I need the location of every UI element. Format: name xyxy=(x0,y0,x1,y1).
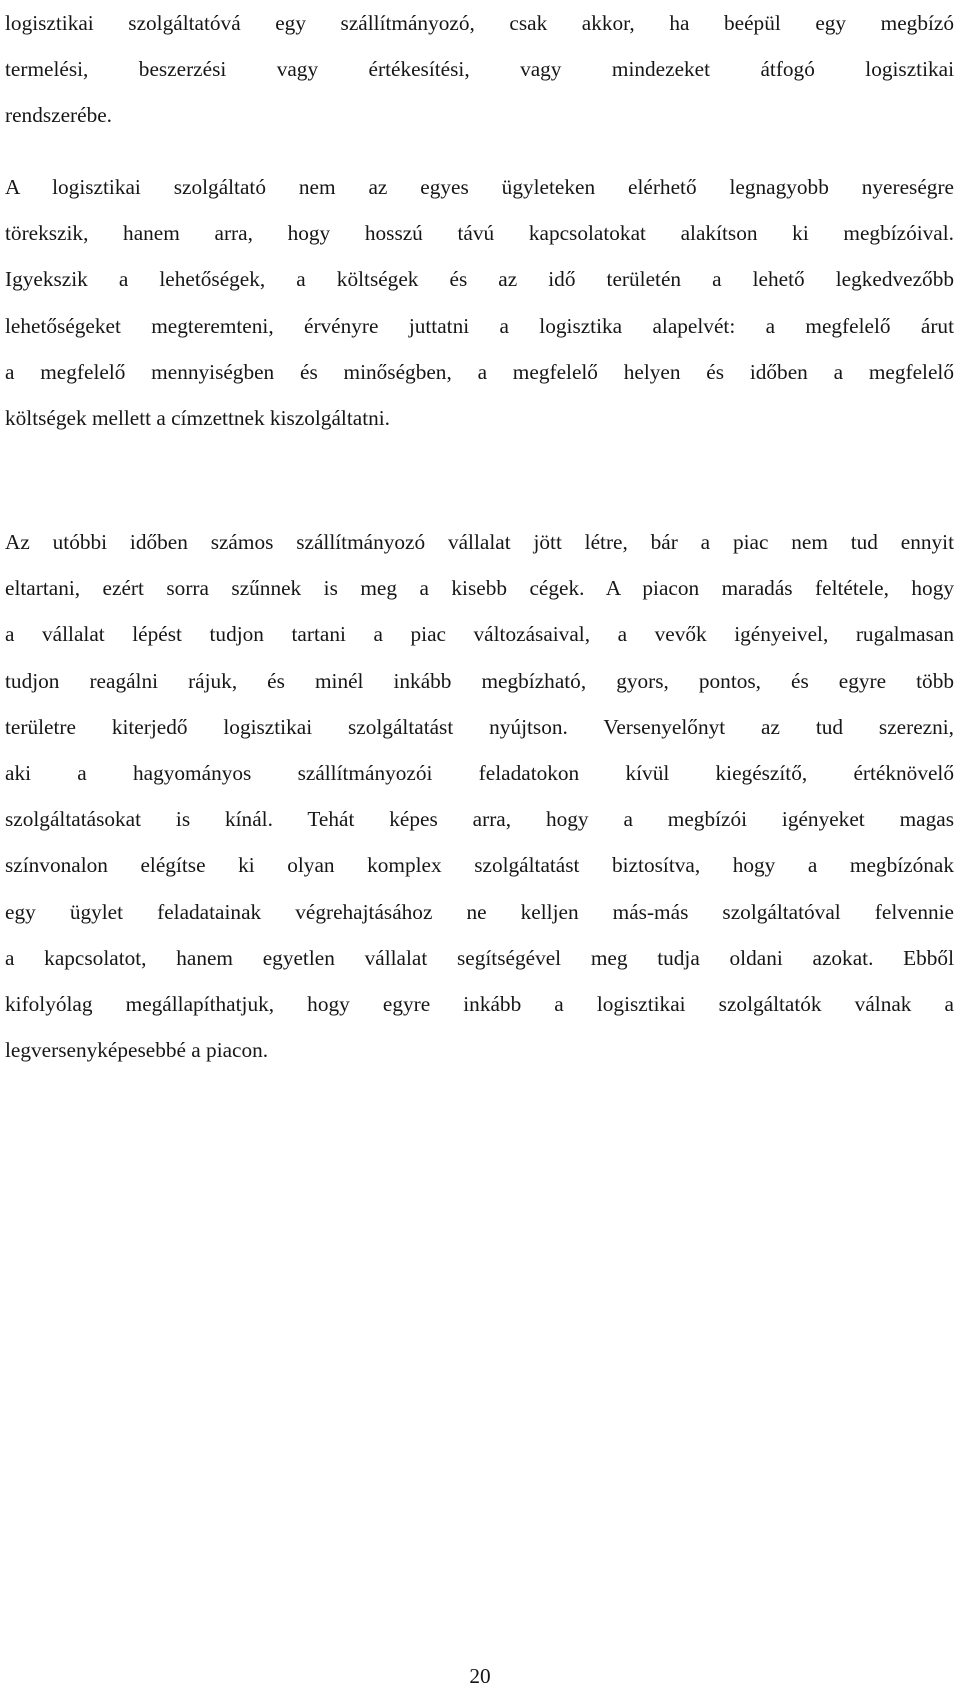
text-line: aki a hagyományos szállítmányozói feladatokon kívül kiegészítő, értéknövelő xyxy=(5,760,954,785)
paragraph-1 xyxy=(5,0,954,139)
paragraph-3 xyxy=(5,519,954,1073)
text-line: költségek mellett a címzettnek kiszolgáltatni. xyxy=(5,405,390,430)
text-line: törekszik, hanem arra, hogy hosszú távú kapcsolatokat alakítson ki megbízóival. xyxy=(5,221,954,246)
paragraph-2 xyxy=(5,164,954,441)
text-line: tudjon reagálni rájuk, és minél inkább megbízható, gyors, pontos, és egyre több xyxy=(5,668,954,693)
text-line: logisztikai szolgáltatóvá egy szállítmányozó, csak akkor, ha beépül egy megbízó xyxy=(5,11,954,35)
text-line: a kapcsolatot, hanem egyetlen vállalat segítségével meg tudja oldani azokat. Ebből xyxy=(5,945,954,970)
text-line: a vállalat lépést tudjon tartani a piac változásaival, a vevők igényeivel, rugalmasan xyxy=(5,622,954,647)
text-line: színvonalon elégítse ki olyan komplex szolgáltatást biztosítva, hogy a megbízónak xyxy=(5,853,954,878)
text-line: termelési, beszerzési vagy értékesítési, vagy mindezeket átfogó logisztikai xyxy=(5,57,954,82)
text-line: eltartani, ezért sorra szűnnek is meg a kisebb cégek. A piacon maradás feltétele, hogy xyxy=(5,576,954,601)
text-line: rendszerébe. xyxy=(5,103,113,128)
text-line: területre kiterjedő logisztikai szolgáltatást nyújtson. Versenyelőnyt az tud szerezni, xyxy=(5,714,954,739)
text-line: kifolyólag megállapíthatjuk, hogy egyre inkább a logisztikai szolgáltatók válnak a xyxy=(5,991,954,1016)
text-line: Az utóbbi időben számos szállítmányozó vállalat jött létre, bár a piac nem tud ennyit xyxy=(5,530,954,554)
text-line: egy ügylet feladatainak végrehajtásához ne kelljen más-más szolgáltatóval felvennie xyxy=(5,899,954,924)
text-line: A logisztikai szolgáltató nem az egyes ügyleteken elérhető legnagyobb nyereségre xyxy=(5,175,954,199)
text-line: lehetőségeket megteremteni, érvényre juttatni a logisztika alapelvét: a megfelelő árut xyxy=(5,313,954,338)
page-number: 20 xyxy=(469,1664,491,1688)
text-line: legversenyképesebbé a piacon. xyxy=(5,1038,269,1063)
text-line: szolgáltatásokat is kínál. Tehát képes arra, hogy a megbízói igényeket magas xyxy=(5,807,954,832)
text-line: a megfelelő mennyiségben és minőségben, a megfelelő helyen és időben a megfelelő xyxy=(5,359,954,384)
text-line: Igyekszik a lehetőségek, a költségek és az idő területén a lehető legkedvezőbb xyxy=(5,267,954,292)
